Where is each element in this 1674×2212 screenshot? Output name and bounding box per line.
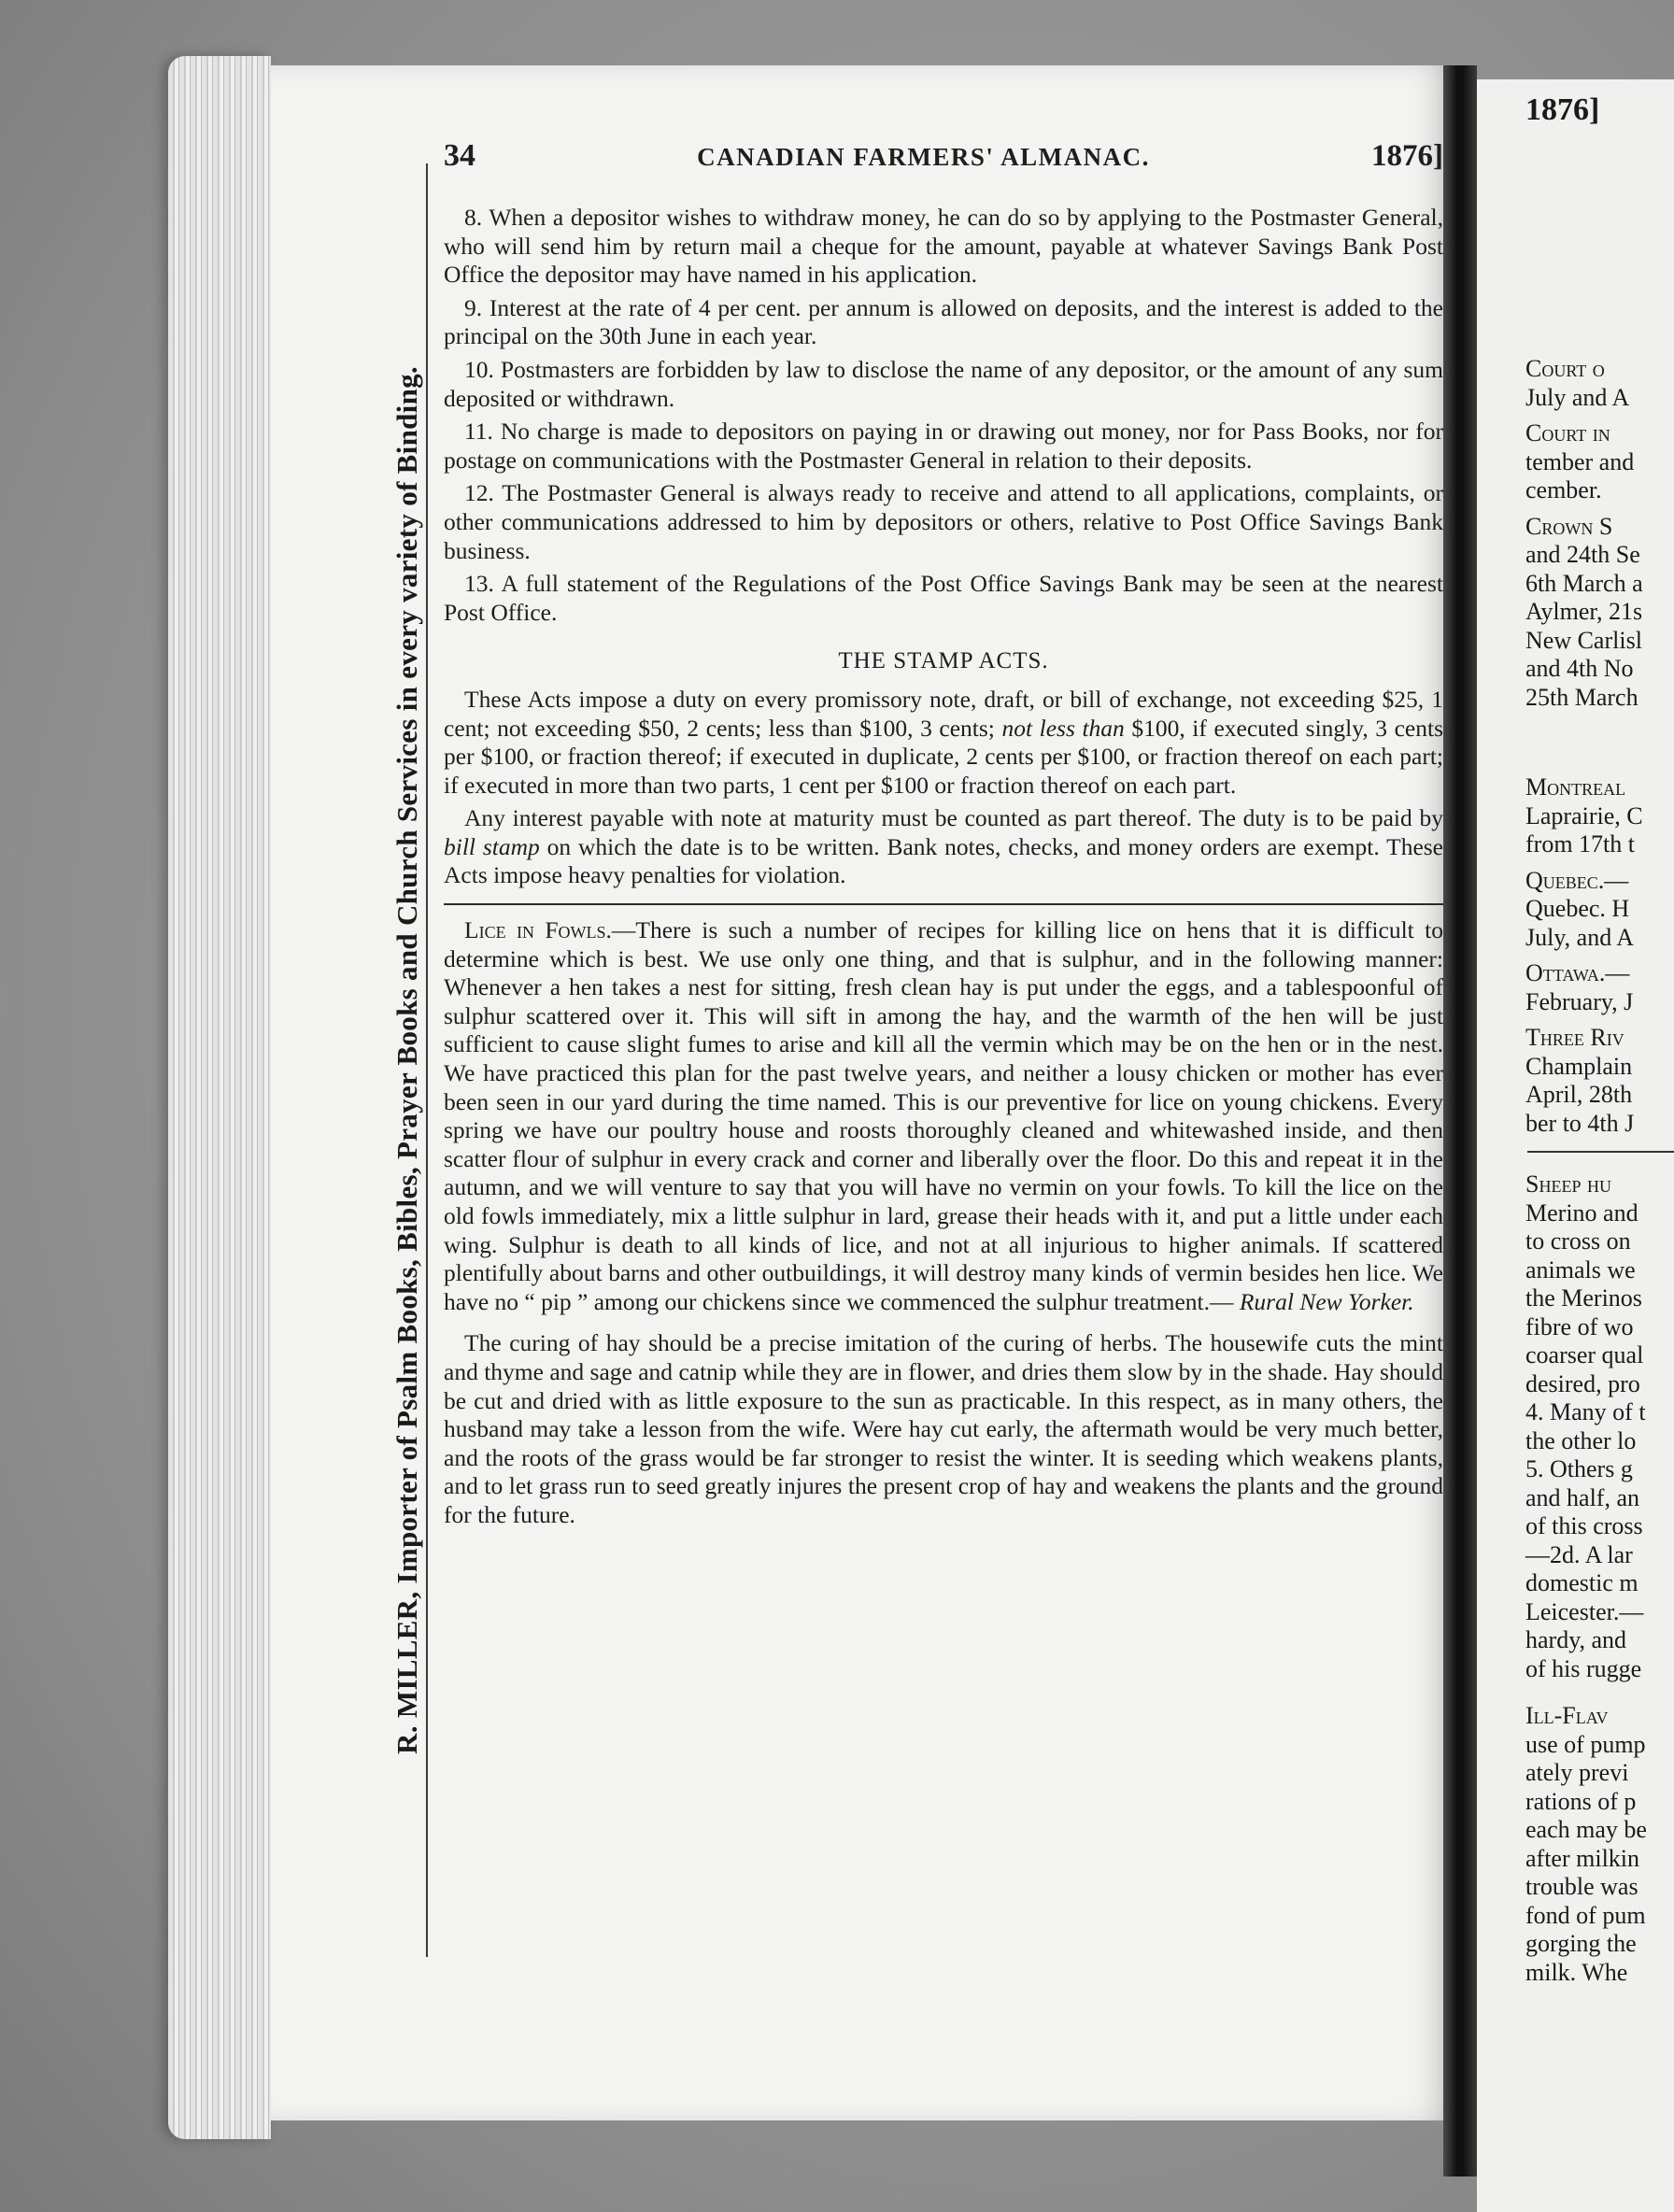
right-page-fragment	[1477, 79, 1674, 2212]
right-page-line: domestic m	[1525, 1569, 1639, 1596]
right-page-year: 1876]	[1525, 92, 1600, 127]
right-page-line: Court in	[1525, 419, 1610, 447]
savings-rule-8: 8. When a depositor wishes to withdraw money, he can do so by applying to the Postmaster General, who will send him by return mail a cheque for the amount, payable at whatever Savings Bank Post Office the depositor may have named in his application.	[444, 204, 1443, 289]
right-page-line: Ill-Flav	[1525, 1702, 1609, 1729]
right-page-line: 4. Many of t	[1525, 1398, 1646, 1425]
margin-advert: R. MILLER, Importer of Psalm Books, Bibles, Prayer Books and Church Services in every variety of Binding.	[390, 366, 423, 1754]
book-page-edges	[168, 56, 271, 2139]
right-page-line: April, 28th	[1525, 1081, 1633, 1108]
right-page-line: February, J	[1525, 987, 1634, 1015]
right-page-line: 25th March	[1525, 683, 1639, 711]
right-page-line: July and A	[1525, 383, 1630, 411]
right-page-line: desired, pro	[1525, 1369, 1640, 1397]
right-page-line: and half, an	[1525, 1483, 1640, 1511]
right-page-line: Quebec.—	[1525, 866, 1629, 894]
right-page-line: to cross on	[1525, 1227, 1631, 1255]
right-page-line: Sheep hu	[1525, 1170, 1611, 1198]
right-page-line: 5. Others g	[1525, 1455, 1633, 1482]
right-page-line: ber to 4th J	[1525, 1109, 1635, 1137]
hay-curing-paragraph: The curing of hay should be a precise imitation of the curing of herbs. The housewife cuts the mint and thyme and sage and catnip while they are in flower, and dries them slow by in the shade. Hay should be cut and dried with as little exposure to the sun as practicable. In this respect, as in many others, the husband may take a lesson from the wife. Were hay cut early, the aftermath would be very much better, and the roots of the grass would be far stronger to resist the winter. It is seeding which weakens plants, and to let grass run to seed greatly injures the present crop of hay and weakens the plants and the ground for the future.	[444, 1329, 1443, 1528]
stamp-acts-p1-italic: not less than	[1001, 714, 1125, 742]
lice-article-body: —There is such a number of recipes for killing lice on hens that it is difficult to determine which is best. We use only one thing, and that is sulphur, and in the following manner: Whenever a hen takes a nest for sitting, fresh clean hay is put under the eggs, and a tablespoonful of sulphur scattered over it. This will sift in among the hay, and the warmth of the hen will be just sufficient to cause slight fumes to arise and kill all the vermin which may be on the hen or in the nest. We have practiced this plan for the past twelve years, and neither a lousy chicken or mother has ever been seen in our yard during the time named. This is our preventive for lice on young chickens. Every spring we have our poultry house and roosts thoroughly cleaned and whitewashed inside, and then scatter flour of sulphur in every crack and corner and liberally over the floor. Do this and repeat it in the autumn, and we will venture to say that you will have no vermin on your fowls. To kill the lice on the old fowls immediately, mix a little sulphur in lard, grease their heads with it, and put a little under each wing. Sulphur is death to all kinds of lice, and not at all injurious to higher animals. If scattered plentifully about barns and other outbuildings, it will destroy many kinds of vermin besides hen lice. We have no “ pip ” among our chickens since we commenced the sulphur treatment.—	[444, 916, 1443, 1315]
right-page-line: the Merinos	[1525, 1284, 1642, 1312]
right-page-line: New Carlisl	[1525, 626, 1642, 654]
margin-rule	[426, 163, 428, 1957]
right-page-line: milk. Whe	[1525, 1958, 1628, 1986]
stamp-acts-p2-text-end: on which the date is to be written. Bank notes, checks, and money orders are exempt. These Acts impose heavy penalties for violation.	[444, 832, 1444, 889]
stamp-acts-p2-italic: bill stamp	[444, 832, 540, 860]
book-gutter	[1443, 65, 1477, 2177]
right-page-line: Aylmer, 21s	[1525, 598, 1643, 625]
right-page-line: and 4th No	[1525, 655, 1634, 682]
right-page-line: 6th March a	[1525, 569, 1643, 597]
lice-article-heading: Lice in Fowls.	[464, 916, 612, 944]
stamp-acts-p1-text-end: $100, if executed singly, 3 cents per $100, or fraction thereof; if executed in duplicate, 2 cents per $100, or fraction thereof on each part; if executed in more than two parts, 1 cent per $100 or fraction thereof on each part.	[444, 714, 1444, 799]
almanac-title: CANADIAN FARMERS' ALMANAC.	[697, 143, 1150, 171]
right-page-line: Ottawa.—	[1525, 959, 1630, 986]
right-page-line: Merino and	[1525, 1198, 1639, 1227]
left-page-column	[444, 138, 1443, 1535]
lice-article-source: Rural New Yorker.	[1239, 1287, 1414, 1315]
savings-rule-13: 13. A full statement of the Regulations of the Post Office Savings Bank may be seen at the nearest Post Office.	[444, 570, 1443, 626]
section-divider	[444, 903, 1443, 905]
stamp-acts-p2-text: Any interest payable with note at maturity must be counted as part thereof. The duty is to be paid by	[464, 804, 1443, 832]
savings-rule-11: 11. No charge is made to depositors on paying in or drawing out money, nor for Pass Books, nor for postage on communications with the Postmaster General in relation to their deposits.	[444, 418, 1443, 474]
right-page-line: Quebec. H	[1525, 895, 1630, 922]
right-page-line: coarser qual	[1525, 1341, 1644, 1368]
right-page-line: Laprairie, C	[1525, 801, 1643, 830]
right-page-line: and 24th Se	[1525, 541, 1640, 568]
right-page-line: gorging the	[1525, 1930, 1637, 1957]
page-number: 34	[444, 138, 475, 173]
right-page-line: animals we	[1525, 1255, 1636, 1283]
right-page-divider	[1527, 1151, 1674, 1153]
right-page-line: each may be	[1525, 1816, 1647, 1843]
right-page-line: ately previ	[1525, 1759, 1629, 1786]
savings-rule-9: 9. Interest at the rate of 4 per cent. per annum is allowed on deposits, and the interest is added to the principal on the 30th June in each year.	[444, 293, 1443, 350]
running-head	[444, 138, 1443, 185]
running-head-year: 1876]	[1371, 139, 1443, 173]
right-page-line: of his rugge	[1525, 1654, 1642, 1682]
right-page-line: Three Riv	[1525, 1024, 1624, 1051]
savings-rule-10: 10. Postmasters are forbidden by law to disclose the name of any depositor, or the amount of any sum deposited or withdrawn.	[444, 355, 1443, 412]
right-page-line: Crown S	[1525, 512, 1613, 540]
right-page-line: fibre of wo	[1525, 1312, 1634, 1340]
page-body	[444, 204, 1443, 1530]
right-page-line: the other lo	[1525, 1426, 1637, 1454]
right-page-line: July, and A	[1525, 923, 1635, 951]
savings-rule-12: 12. The Postmaster General is always ready to receive and attend to all applications, complaints, or other communications addressed to him by depositors or others, relative to Post Office Savings Bank business.	[444, 479, 1443, 564]
right-page-line: cember.	[1525, 476, 1602, 503]
right-page-line: of this cross	[1525, 1512, 1643, 1539]
stamp-acts-title: THE STAMP ACTS.	[838, 648, 1049, 674]
right-page-line: —2d. A lar	[1525, 1540, 1633, 1568]
lice-in-fowls-article	[444, 916, 1443, 1316]
margin-advert-band	[385, 163, 428, 1957]
stamp-acts-paragraph-1	[444, 686, 1443, 800]
right-page-line: rations of p	[1525, 1787, 1637, 1815]
right-page-line: Leicester.—	[1525, 1597, 1644, 1625]
right-page-line: fond of pum	[1525, 1901, 1646, 1929]
right-page-line: Court o	[1525, 355, 1605, 382]
stamp-acts-p1-text: These Acts impose a duty on every promissory note, draft, or bill of exchange, not exceeding $25, 1 cent; not exceeding $50, 2 cents; less than $100, 3 cents;	[444, 685, 1443, 742]
right-page-line: tember and	[1525, 447, 1635, 475]
right-page-line: hardy, and	[1525, 1626, 1627, 1653]
right-page-line: trouble was	[1525, 1873, 1639, 1900]
right-page-line: from 17th t	[1525, 830, 1635, 858]
stamp-acts-paragraph-2	[444, 804, 1443, 890]
right-page-line: Champlain	[1525, 1052, 1633, 1080]
right-page-line: after milkin	[1525, 1844, 1640, 1872]
right-page-line: Montreal	[1525, 773, 1626, 801]
right-page-line: use of pump	[1525, 1730, 1646, 1758]
